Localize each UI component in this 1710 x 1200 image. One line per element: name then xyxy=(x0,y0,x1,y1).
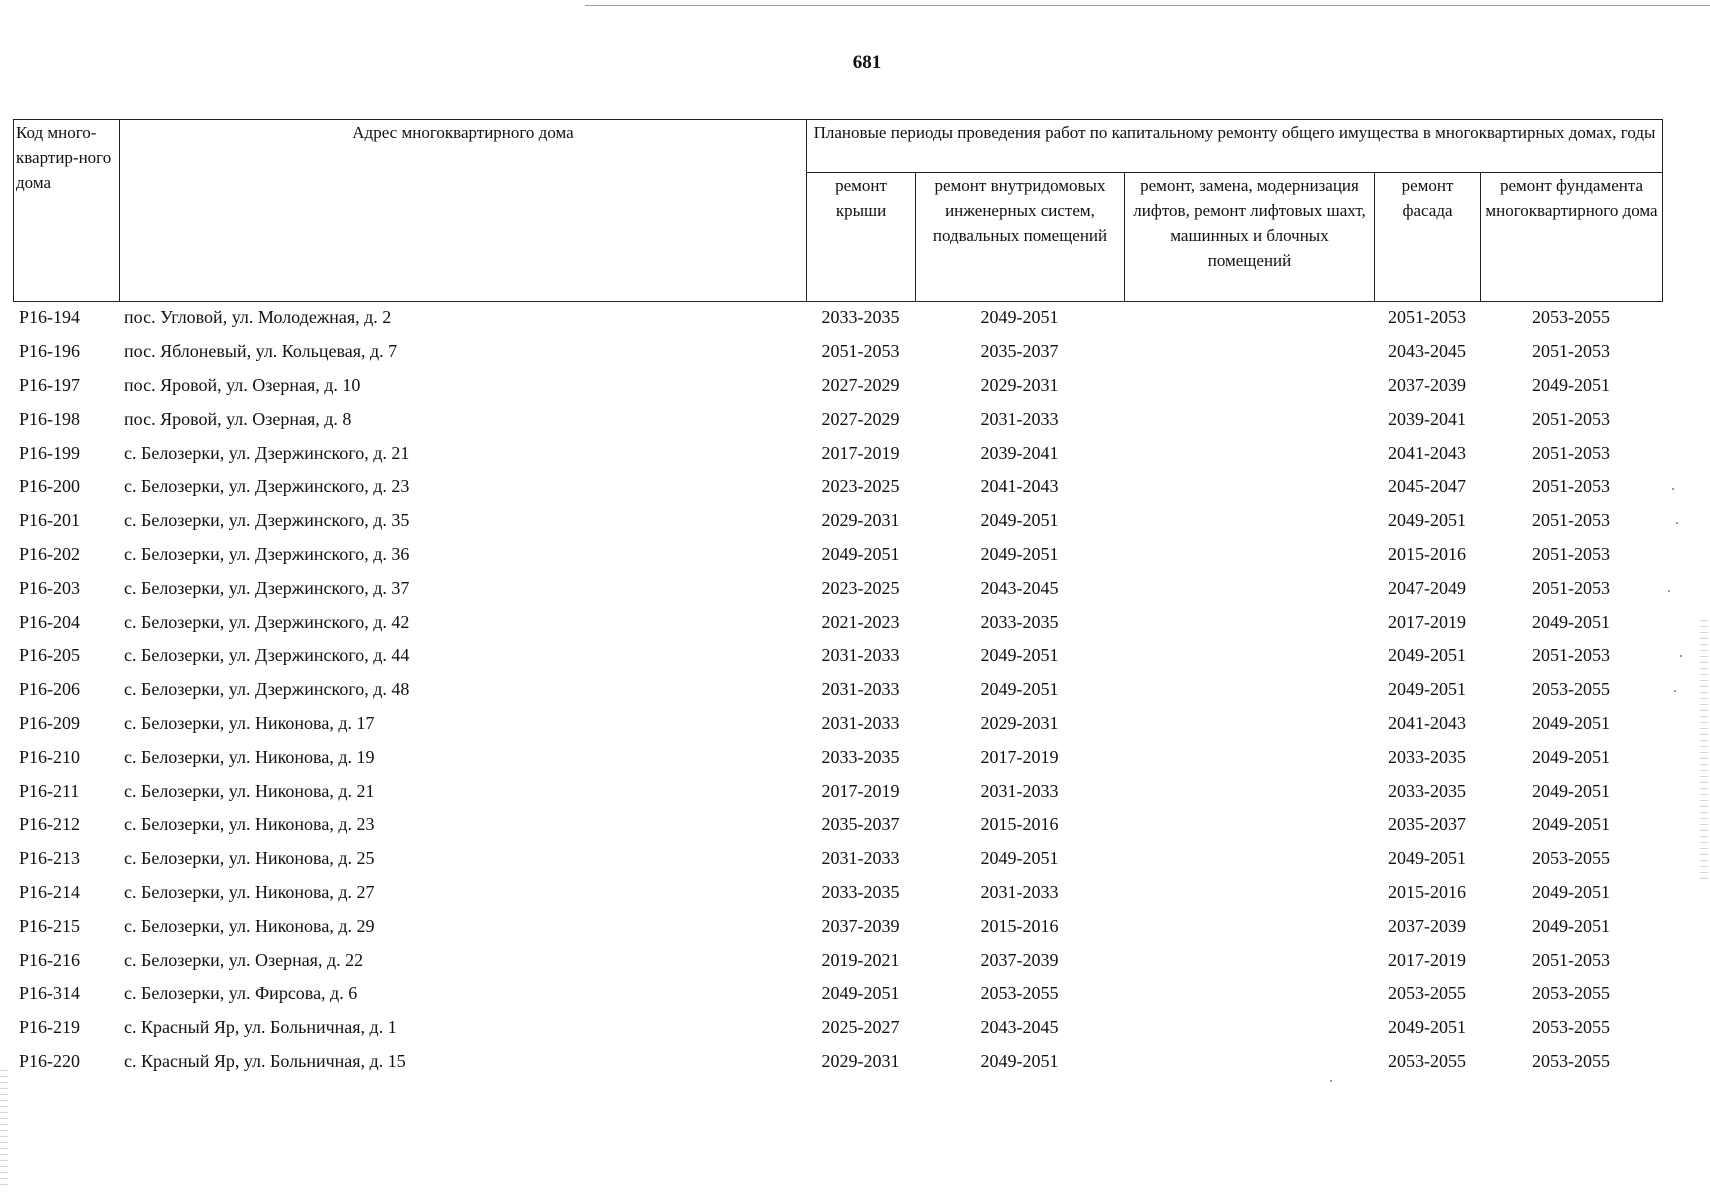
table-row xyxy=(13,842,1662,876)
row-code: P16-213 xyxy=(19,848,81,869)
row-lifts xyxy=(1124,876,1374,910)
row-code: P16-210 xyxy=(19,746,81,767)
table-row xyxy=(13,335,1662,369)
row-address: пос. Угловой, ул. Молодежная, д. 2 xyxy=(124,307,392,328)
header-facade: ремонт фасада xyxy=(1375,173,1481,302)
row-facade: 2035-2037 xyxy=(1388,814,1466,835)
row-address: с. Белозерки, ул. Дзержинского, д. 21 xyxy=(124,442,410,463)
row-systems: 2049-2051 xyxy=(980,645,1059,666)
row-roof: 2031-2033 xyxy=(821,712,900,733)
row-facade: 2015-2016 xyxy=(1388,881,1466,902)
row-code: P16-201 xyxy=(19,510,81,531)
row-code: P16-204 xyxy=(19,611,81,632)
row-foundation: 2049-2051 xyxy=(1532,915,1610,936)
row-foundation: 2053-2055 xyxy=(1532,1050,1610,1071)
row-roof: 2029-2031 xyxy=(821,1050,900,1071)
row-foundation: 2049-2051 xyxy=(1532,374,1610,395)
row-code: P16-209 xyxy=(19,712,81,733)
row-systems: 2015-2016 xyxy=(980,814,1059,835)
row-address: с. Белозерки, ул. Дзержинского, д. 36 xyxy=(124,543,410,564)
row-lifts xyxy=(1124,301,1374,335)
row-lifts xyxy=(1124,1045,1374,1079)
row-address: с. Белозерки, ул. Дзержинского, д. 44 xyxy=(124,645,410,666)
row-roof: 2035-2037 xyxy=(821,814,900,835)
row-systems: 2039-2041 xyxy=(980,442,1059,463)
row-systems: 2033-2035 xyxy=(980,611,1059,632)
table-row xyxy=(13,1045,1662,1079)
row-systems: 2029-2031 xyxy=(980,712,1059,733)
row-lifts xyxy=(1124,571,1374,605)
row-lifts xyxy=(1124,470,1374,504)
table-row xyxy=(13,1011,1662,1045)
row-facade: 2041-2043 xyxy=(1388,712,1466,733)
scan-edge-noise xyxy=(1700,620,1708,880)
row-address: с. Белозерки, ул. Никонова, д. 17 xyxy=(124,712,375,733)
table-row xyxy=(13,943,1662,977)
row-systems: 2049-2051 xyxy=(980,543,1059,564)
row-code: P16-200 xyxy=(19,476,81,497)
row-foundation: 2049-2051 xyxy=(1532,780,1610,801)
row-address: с. Белозерки, ул. Никонова, д. 27 xyxy=(124,881,375,902)
row-roof: 2023-2025 xyxy=(821,577,900,598)
row-code: P16-196 xyxy=(19,341,81,362)
row-facade: 2017-2019 xyxy=(1388,611,1466,632)
row-lifts xyxy=(1124,538,1374,572)
header-periods-group: Плановые периоды проведения работ по капитальному ремонту общего имущества в многоквартирных домах, годы xyxy=(807,120,1663,173)
row-systems: 2049-2051 xyxy=(980,848,1059,869)
row-foundation: 2051-2053 xyxy=(1532,543,1610,564)
row-facade: 2049-2051 xyxy=(1388,510,1466,531)
row-address: с. Белозерки, ул. Дзержинского, д. 23 xyxy=(124,476,410,497)
row-foundation: 2051-2053 xyxy=(1532,341,1610,362)
scan-speck xyxy=(1680,655,1682,657)
row-roof: 2025-2027 xyxy=(821,1017,900,1038)
row-foundation: 2051-2053 xyxy=(1532,645,1610,666)
row-roof: 2049-2051 xyxy=(821,983,900,1004)
row-address: с. Белозерки, ул. Дзержинского, д. 37 xyxy=(124,577,410,598)
row-code: P16-220 xyxy=(19,1050,81,1071)
row-systems: 2043-2045 xyxy=(980,1017,1059,1038)
row-foundation: 2053-2055 xyxy=(1532,848,1610,869)
table-row xyxy=(13,876,1662,910)
row-lifts xyxy=(1124,707,1374,741)
row-lifts xyxy=(1124,842,1374,876)
row-foundation: 2051-2053 xyxy=(1532,442,1610,463)
row-systems: 2041-2043 xyxy=(980,476,1059,497)
row-lifts xyxy=(1124,605,1374,639)
row-lifts xyxy=(1124,436,1374,470)
table-row xyxy=(13,369,1662,403)
row-address: с. Белозерки, ул. Дзержинского, д. 42 xyxy=(124,611,410,632)
row-address: с. Белозерки, ул. Озерная, д. 22 xyxy=(124,949,364,970)
row-lifts xyxy=(1124,909,1374,943)
row-address: с. Белозерки, ул. Никонова, д. 23 xyxy=(124,814,375,835)
row-address: с. Белозерки, ул. Никонова, д. 21 xyxy=(124,780,375,801)
row-address: пос. Яровой, ул. Озерная, д. 10 xyxy=(124,374,361,395)
row-facade: 2053-2055 xyxy=(1388,1050,1466,1071)
row-roof: 2019-2021 xyxy=(821,949,900,970)
row-lifts xyxy=(1124,740,1374,774)
table-row xyxy=(13,470,1662,504)
scan-speck xyxy=(1330,1080,1332,1082)
row-systems: 2029-2031 xyxy=(980,374,1059,395)
row-lifts xyxy=(1124,335,1374,369)
row-roof: 2027-2029 xyxy=(821,374,900,395)
row-address: с. Белозерки, ул. Дзержинского, д. 48 xyxy=(124,679,410,700)
row-systems: 2049-2051 xyxy=(980,1050,1059,1071)
table-header xyxy=(13,119,1663,302)
row-roof: 2051-2053 xyxy=(821,341,900,362)
row-address: с. Белозерки, ул. Никонова, д. 25 xyxy=(124,848,375,869)
row-address: пос. Яровой, ул. Озерная, д. 8 xyxy=(124,408,352,429)
row-lifts xyxy=(1124,504,1374,538)
table-row xyxy=(13,909,1662,943)
scan-speck xyxy=(1672,488,1674,490)
row-roof: 2021-2023 xyxy=(821,611,900,632)
row-code: P16-202 xyxy=(19,543,81,564)
row-facade: 2039-2041 xyxy=(1388,408,1466,429)
header-code: Код много-квартир-ного дома xyxy=(14,120,120,302)
page-number: 681 xyxy=(852,52,882,73)
row-foundation: 2049-2051 xyxy=(1532,611,1610,632)
table-row xyxy=(13,774,1662,808)
row-facade: 2015-2016 xyxy=(1388,543,1466,564)
scan-speck xyxy=(1668,590,1670,592)
table-row xyxy=(13,571,1662,605)
row-systems: 2015-2016 xyxy=(980,915,1059,936)
row-address: с. Белозерки, ул. Дзержинского, д. 35 xyxy=(124,510,410,531)
table-row xyxy=(13,673,1662,707)
row-roof: 2037-2039 xyxy=(821,915,900,936)
row-lifts xyxy=(1124,943,1374,977)
row-lifts xyxy=(1124,639,1374,673)
row-roof: 2017-2019 xyxy=(821,442,900,463)
row-facade: 2053-2055 xyxy=(1388,983,1466,1004)
row-address: с. Красный Яр, ул. Больничная, д. 15 xyxy=(124,1050,406,1071)
row-roof: 2031-2033 xyxy=(821,645,900,666)
row-code: P16-211 xyxy=(19,780,80,801)
row-code: P16-216 xyxy=(19,949,81,970)
header-lifts: ремонт, замена, модернизация лифтов, ремонт лифтовых шахт, машинных и блочных помещений xyxy=(1125,173,1375,302)
row-foundation: 2053-2055 xyxy=(1532,1017,1610,1038)
table-body xyxy=(13,301,1662,1078)
table-row xyxy=(13,977,1662,1011)
table-row xyxy=(13,301,1662,335)
header-foundation: ремонт фундамента многоквартирного дома xyxy=(1481,173,1663,302)
row-code: P16-198 xyxy=(19,408,81,429)
row-foundation: 2051-2053 xyxy=(1532,476,1610,497)
row-facade: 2037-2039 xyxy=(1388,374,1466,395)
row-roof: 2023-2025 xyxy=(821,476,900,497)
row-roof: 2033-2035 xyxy=(821,746,900,767)
row-facade: 2033-2035 xyxy=(1388,780,1466,801)
row-code: P16-212 xyxy=(19,814,81,835)
top-rule xyxy=(585,5,1710,6)
row-address: пос. Яблоневый, ул. Кольцевая, д. 7 xyxy=(124,341,398,362)
row-foundation: 2053-2055 xyxy=(1532,679,1610,700)
row-foundation: 2049-2051 xyxy=(1532,712,1610,733)
row-facade: 2049-2051 xyxy=(1388,1017,1466,1038)
header-roof: ремонт крыши xyxy=(807,173,916,302)
table-row xyxy=(13,504,1662,538)
table-row xyxy=(13,538,1662,572)
row-lifts xyxy=(1124,402,1374,436)
row-systems: 2031-2033 xyxy=(980,881,1059,902)
row-code: P16-203 xyxy=(19,577,81,598)
row-facade: 2051-2053 xyxy=(1388,307,1466,328)
row-facade: 2033-2035 xyxy=(1388,746,1466,767)
row-code: P16-194 xyxy=(19,307,81,328)
row-foundation: 2053-2055 xyxy=(1532,307,1610,328)
scan-speck xyxy=(1676,522,1678,524)
row-foundation: 2053-2055 xyxy=(1532,983,1610,1004)
row-foundation: 2049-2051 xyxy=(1532,814,1610,835)
table-row xyxy=(13,639,1662,673)
row-roof: 2033-2035 xyxy=(821,307,900,328)
row-facade: 2049-2051 xyxy=(1388,848,1466,869)
row-systems: 2053-2055 xyxy=(980,983,1059,1004)
row-foundation: 2051-2053 xyxy=(1532,510,1610,531)
row-roof: 2033-2035 xyxy=(821,881,900,902)
row-code: P16-214 xyxy=(19,881,81,902)
row-roof: 2049-2051 xyxy=(821,543,900,564)
row-facade: 2043-2045 xyxy=(1388,341,1466,362)
scan-edge-noise xyxy=(0,1070,8,1190)
row-systems: 2043-2045 xyxy=(980,577,1059,598)
row-code: P16-215 xyxy=(19,915,81,936)
table-row xyxy=(13,436,1662,470)
row-lifts xyxy=(1124,774,1374,808)
table-row xyxy=(13,808,1662,842)
row-address: с. Белозерки, ул. Никонова, д. 19 xyxy=(124,746,375,767)
row-facade: 2037-2039 xyxy=(1388,915,1466,936)
row-roof: 2031-2033 xyxy=(821,679,900,700)
row-code: P16-199 xyxy=(19,442,81,463)
row-systems: 2017-2019 xyxy=(980,746,1059,767)
row-facade: 2041-2043 xyxy=(1388,442,1466,463)
row-facade: 2047-2049 xyxy=(1388,577,1466,598)
row-address: с. Белозерки, ул. Никонова, д. 29 xyxy=(124,915,375,936)
row-systems: 2049-2051 xyxy=(980,307,1059,328)
row-code: P16-314 xyxy=(19,983,81,1004)
row-roof: 2031-2033 xyxy=(821,848,900,869)
row-systems: 2037-2039 xyxy=(980,949,1059,970)
row-foundation: 2051-2053 xyxy=(1532,949,1610,970)
row-lifts xyxy=(1124,1011,1374,1045)
row-lifts xyxy=(1124,977,1374,1011)
row-foundation: 2049-2051 xyxy=(1532,881,1610,902)
row-code: P16-219 xyxy=(19,1017,81,1038)
table-row xyxy=(13,707,1662,741)
row-systems: 2035-2037 xyxy=(980,341,1059,362)
row-code: P16-205 xyxy=(19,645,81,666)
row-facade: 2017-2019 xyxy=(1388,949,1466,970)
table-row xyxy=(13,740,1662,774)
row-foundation: 2051-2053 xyxy=(1532,408,1610,429)
row-systems: 2031-2033 xyxy=(980,780,1059,801)
row-systems: 2049-2051 xyxy=(980,510,1059,531)
row-facade: 2045-2047 xyxy=(1388,476,1466,497)
table-row xyxy=(13,605,1662,639)
header-systems: ремонт внутридомовых инженерных систем, подвальных помещений xyxy=(916,173,1125,302)
row-foundation: 2051-2053 xyxy=(1532,577,1610,598)
row-address: с. Белозерки, ул. Фирсова, д. 6 xyxy=(124,983,358,1004)
row-lifts xyxy=(1124,369,1374,403)
row-code: P16-197 xyxy=(19,374,81,395)
row-facade: 2049-2051 xyxy=(1388,645,1466,666)
row-address: с. Красный Яр, ул. Больничная, д. 1 xyxy=(124,1017,397,1038)
table-row xyxy=(13,402,1662,436)
row-systems: 2049-2051 xyxy=(980,679,1059,700)
row-roof: 2017-2019 xyxy=(821,780,900,801)
row-systems: 2031-2033 xyxy=(980,408,1059,429)
scan-speck xyxy=(1674,690,1676,692)
row-code: P16-206 xyxy=(19,679,81,700)
row-roof: 2029-2031 xyxy=(821,510,900,531)
header-address: Адрес многоквартирного дома xyxy=(120,120,807,302)
row-roof: 2027-2029 xyxy=(821,408,900,429)
row-lifts xyxy=(1124,808,1374,842)
row-foundation: 2049-2051 xyxy=(1532,746,1610,767)
row-facade: 2049-2051 xyxy=(1388,679,1466,700)
row-lifts xyxy=(1124,673,1374,707)
